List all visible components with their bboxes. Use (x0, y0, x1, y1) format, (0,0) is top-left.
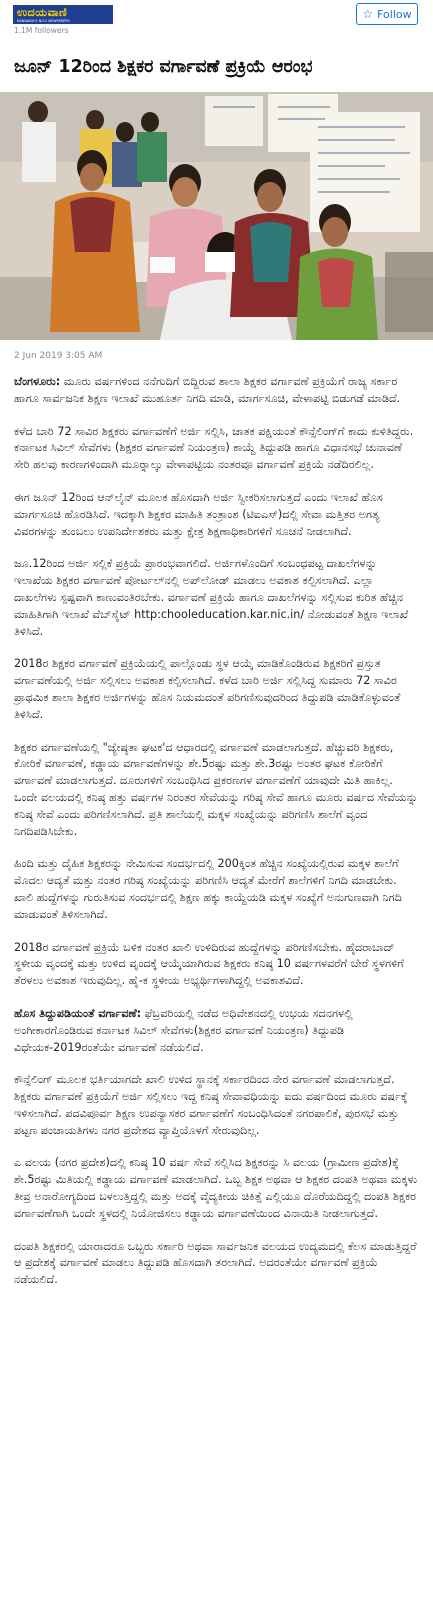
logo-tagline: KANNADA'S NO.1 NEWSPAPER (17, 18, 70, 23)
star-icon: ☆ (362, 7, 374, 21)
publisher-logo[interactable] (13, 5, 113, 24)
paragraph-text: ಎ ವಲಯ (ನಗರ ಪ್ರದೇಶ)ದಲ್ಲಿ ಕನಿಷ್ಠ 10 ವರ್ಷ ಸೇವೆ ಸಲ್ಲಿಸಿದ ಶಿಕ್ಷಕರನ್ನು ಸಿ ವಲಯ (ಗ್ರಾಮೀಣ ಪ್ರದೇಶ)ಕ್ಕೆ ಶೇ.5ರಷ್ಟು ಮಿತಿಯಲ್ಲಿ ಕಡ್ಡಾಯ ವರ್ಗಾವಣೆ ಮಾಡಲಾಗಿದೆ. ಒಬ್ಬ ಶಿಕ್ಷಕ ಅಥವಾ ಆ ಶಿಕ್ಷಕರ ದಂಪತಿ ಅಥವಾ ಮಕ್ಕಳು ತೀವ್ರ ಅನಾರೋಗ್ಯದಿಂದ ಬಳಲುತ್ತಿದ್ದಲ್ಲಿ ಮತ್ತು ಅದಕ್ಕೆ ವೈದ್ಯಕೀಯ ಚಿಕಿತ್ಸೆ ಎಲ್ಲಿಯೂ ದೊರೆಯದಿದ್ದಲ್ಲಿ ದಂಪತಿ ಶಿಕ್ಷಕರ ವರ್ಗಾವಣೆಗಾಗಿ ಒಂದೇ ಸ್ಥಳದಲ್ಲಿ ನಿಯೋಜಿಸಲು ಕಡ್ಡಾಯ ವರ್ಗಾವಣೆಯಿಂದ ವಿನಾಯಿತಿ ನೀಡಲಾಗುತ್ತದೆ. (14, 1156, 418, 1220)
follow-label: Follow (377, 7, 412, 21)
paragraph-text: ಫೆಬ್ರವರಿಯಲ್ಲಿ ನಡೆದ ಅಧಿವೇಶನದಲ್ಲಿ ಉಭಯ ಸದನಗಳಲ್ಲಿ ಅಂಗೀಕಾರಗೊಂಡಿರುವ ಕರ್ನಾಟಕ ಸಿವಿಲ್ ಸೇವೆಗಳು(ಶಿಕ್ಷಕರ ವರ್ಗಾವಣೆ ನಿಯಂತ್ರಣ) ತಿದ್ದುಪಡಿ ವಿಧೇಯಕ-2019ರಂತೆಯೇ ವರ್ಗಾವಣೆ ನಡೆಯಲಿದೆ. (14, 1006, 353, 1054)
paragraph-text: ಹಿಂದಿ ಮತ್ತು ದೈಹಿಕ ಶಿಕ್ಷಕರನ್ನು ನೇಮಿಸುವ ಸಂದರ್ಭದಲ್ಲಿ 200ಕ್ಕಿಂತ ಹೆಚ್ಚಿನ ಸಂಖ್ಯೆಯಲ್ಲಿರುವ ಮಕ್ಕಳ ಶಾಲೆಗೆ ಮೊದಲ ಆದ್ಯತೆ ಮತ್ತು ನಂತರ ಗರಿಷ್ಠ ಸಂಖ್ಯೆಯನ್ನು ಪರಿಗಣಿಸಿ ಆದ್ಯತೆ ಮೇರೆಗೆ ಶಾಲೆಗಳಿಗೆ ನಿಗದಿ ಮಾಡಬೇಕು. ಖಾಲಿ ಹುದ್ದೆಗಳನ್ನು ಗುರುತಿಸುವ ಸಂದರ್ಭದಲ್ಲಿ ಶಿಕ್ಷಣ ಹಕ್ಕು ಕಾಯ್ದೆಯಡಿ ಮಕ್ಕಳ ಸಂಖ್ಯೆಗೆ ಅನುಗುಣವಾಗಿ ನಿಗದಿ ಮಾಡುವಂತೆ ತಿಳಿಸಲಾಗಿದೆ. (14, 857, 402, 921)
paragraph-text: ಶಿಕ್ಷಕರ ವರ್ಗಾವಣೆಯಲ್ಲಿ "ಜ್ಯೇಷ್ಠತಾ ಘಟಕ'ದ ಆಧಾರದಲ್ಲಿ ವರ್ಗಾವಣೆ ಮಾಡಲಾಗುತ್ತದೆ. ಹೆಚ್ಚುವರಿ ಶಿಕ್ಷಕರು, ಕೋರಿಕೆ ವರ್ಗಾವಣೆ, ಕಡ್ಡಾಯ ವರ್ಗಾವಣೆಗಳನ್ನು ಶೇ.5ರಷ್ಟು ಮತ್ತು ಶೇ.3ರಷ್ಟು ಅಂತರ ಘಟಕ ಕೋರಿಕೆಗೆ ವರ್ಗಾವಣೆ ಮಾಡಲಾಗುತ್ತದೆ. ದೂರುಗಳಿಗೆ ಸಂಬಂಧಿಸಿದ ಪ್ರಕರಣಗಳ ವರ್ಗಾವಣೆಗೆ ಯಾವುದೇ ಮಿತಿ ಹಾಕಿಲ್ಲ. ಒಂದೇ ವಲಯದಲ್ಲಿ ಕನಿಷ್ಠ ಹತ್ತು ವರ್ಷಗಳ ನಿರಂತರ ಸೇವೆಯನ್ನು ಗರಿಷ್ಠ ಸೇವೆ ಹಾಗೂ ಮೂರು ವರ್ಷದ ಸೇವೆಯನ್ನು ಕನಿಷ್ಠ ಸೇವೆ ಎಂದು ಪರಿಗಣಿಸಲಾಗಿದೆ. ಪ್ರತಿ ಶಾಲೆಯಲ್ಲಿ ಮಕ್ಕಳ ಸಂಖ್ಯೆಯನ್ನು ಪರಿಗಣಿಸಿ ಶಾಲೆಗೆ ವೃಂದ ನಿಗದಿಪಡಿಸಿಬೇಕು. (14, 740, 418, 838)
article-paragraph (14, 1006, 419, 1056)
paragraph-text: ಜೂ.12ರಿಂದ ಅರ್ಜಿ ಸಲ್ಲಿಕೆ ಪ್ರಕ್ರಿಯೆ ಪ್ರಾರಂಭವಾಗಲಿದೆ. ಅರ್ಜಿಗಳೊಂದಿಗೆ ಸಂಬಂಧಪಟ್ಟ ದಾಖಲೆಗಳನ್ನು ಇಲಾಖೆಯ ಶಿಕ್ಷಕರ ವರ್ಗಾವಣೆ ಪೋರ್ಟಲ್‌ನಲ್ಲಿ ಅಪ್‌ಲೋಡ್ ಮಾಡಲು ಅವಕಾಶ ಕಲ್ಪಿಸಲಾಗಿದೆ. ಎಲ್ಲಾ ದಾಖಲೆಗಳು ಸ್ಪಷ್ಟವಾಗಿ ಕಾಣುವಂತಿರಬೇಕು. ವರ್ಗಾವಣೆ ಪ್ರಕ್ರಿಯೆ ಹಾಗೂ ದಾಖಲೆಗಳನ್ನು ಸಲ್ಲಿಸುವ ಕುರಿತ ಹೆಚ್ಚಿನ ಮಾಹಿತಿಗಾಗಿ ಇಲಾಖೆ ವೆಬ್‌ಸೈಟ್ http:chooleducation.kar.nic.in/ ನೋಡುವಂತೆ ಶಿಕ್ಷಣ ಇಲಾಖೆ ತಿಳಿಸಿದೆ. (14, 557, 409, 638)
paragraph-text: 2018ರ ಶಿಕ್ಷಕರ ವರ್ಗಾವಣೆ ಪ್ರಕ್ರಿಯೆಯಲ್ಲಿ ಪಾಲ್ಗೊಂಡು ಸ್ಥಳ ಆಯ್ಕೆ ಮಾಡಿಕೊಂಡಿರುವ ಶಿಕ್ಷಕರಿಗೆ ಪ್ರಸ್ತುತ ವರ್ಗಾವಣೆಯಲ್ಲಿ ಅರ್ಜಿ ಸಲ್ಲಿಸಲು ಅವಕಾಶ ಕಲ್ಪಿಸಲಾಗಿದೆ. ಕಳೆದ ಬಾರಿ ಅರ್ಜಿ ಸಲ್ಲಿಸಿದ್ದ ಸುಮಾರು 72 ಸಾವಿರ ಪ್ರಾಥಮಿಕ ಶಾಲಾ ಶಿಕ್ಷಕರ ಅರ್ಜಿಗಳನ್ನು ಹೊಸ ನಿಯಮದಂತೆ ಪರಿಗಣಿಸುವುದರಿಂದ ತಿದ್ದುಪಡಿ ಮಾಡಿಕೊಳ್ಳುವಂತೆ ತಿಳಿಸಿದೆ. (14, 657, 401, 721)
article-paragraph (14, 374, 419, 408)
article-paragraph (14, 1072, 419, 1139)
article-paragraph (14, 656, 419, 723)
follower-count: 1.1M followers (14, 26, 69, 35)
paragraph-text: ಕೌನ್ಸೆಲಿಂಗ್ ಮೂಲಕ ಭರ್ತಿಯಾಗದೇ ಖಾಲಿ ಉಳಿದ ಸ್ಥಾನಕ್ಕೆ ಸರ್ಕಾರದಿಂದ ನೇರ ವರ್ಗಾವಣೆ ಮಾಡಲಾಗುತ್ತದೆ. ಶಿಕ್ಷಕರು ವರ್ಗಾವಣೆ ಪ್ರಕ್ರಿಯೆಗೆ ಅರ್ಜಿ ಸಲ್ಲಿಸಲು ಇದ್ದ ಕನಿಷ್ಠ ಸೇವಾವಧಿಯನ್ನು ಐದು ವರ್ಷದಿಂದ ಮೂರು ವರ್ಷಕ್ಕೆ ಇಳಿಸಲಾಗಿದೆ. ಪದವಿಪೂರ್ವ ಶಿಕ್ಷಣ ಉಪನ್ಯಾಸಕರ ವರ್ಗಾವಣೆಗೆ ಸಂಬಂಧಿಸಿದಂತೆ ನಗರಪಾಲಿಕೆ, ಪುರಸಭೆ ಮತ್ತು ಪಟ್ಟಣ ಪಂಚಾಯತಿಗಳು ನಗರ ಪ್ರದೇಶದ ವ್ಯಾಪ್ತಿಯೊಳಗೆ ಸೇರುವುದಿಲ್ಲ. (14, 1073, 408, 1137)
paragraph-text: ಈಗ ಜೂನ್ 12ರಿಂದ ಆನ್‌ಲೈನ್ ಮೂಲಕ ಹೊಸದಾಗಿ ಅರ್ಜಿ ಸ್ವೀಕರಿಸಲಾಗುತ್ತದೆ ಎಂದು ಇಲಾಖೆ ಹೊಸ ಮಾರ್ಗಸೂಚಿ ಹೊರಡಿಸಿದೆ. ಇದಕ್ಕಾಗಿ ಶಿಕ್ಷಕರ ಮಾಹಿತಿ ತಂತ್ರಾಂಶ (ಟಿಐಎಸ್‌)ದಲ್ಲಿ ಸೇವಾ ಮತ್ತಿತರ ಅಗತ್ಯ ವಿವರಗಳನ್ನು ತುಂಬಲು ಉಪನಿರ್ದೇಶಕರು ಮತ್ತು ಕ್ಷೇತ್ರ ಶಿಕ್ಷಣಾಧಿಕಾರಿಗಳಿಗೆ ಸೂಚನೆ ನೀಡಲಾಗಿದೆ. (14, 490, 383, 538)
article-paragraph (14, 740, 419, 841)
article-hero-image (0, 92, 433, 340)
paragraph-lead: ಹೊಸ ತಿದ್ದುಪಡಿಯಂತೆ ವರ್ಗಾವಣೆ: (14, 1006, 142, 1020)
paragraph-text: 2018ರ ವರ್ಗಾವಣೆ ಪ್ರಕ್ರಿಯೆ ಬಳಿಕ ನಂತರ ಖಾಲಿ ಉಳಿದಿರುವ ಹುದ್ದೆಗಳನ್ನು ಪರಿಗಣಿಸಬೇಕು. ಹೈದರಾಬಾದ್ ಸ್ಥಳೀಯ ವೃಂದಕ್ಕೆ ಮತ್ತು ಉಳಿದ ವೃಂದಕ್ಕೆ ಆಯ್ಕೆಯಾಗಿರುವ ಶಿಕ್ಷಕರು ಕನಿಷ್ಠ 10 ವರ್ಷಗಳವರೆಗೆ ಬೇರೆ ಸ್ಥಳಗಳಿಗೆ ತೆರಳಲು ಅವಕಾಶ ಇರುವುದಿಲ್ಲ. ಹೈ-ಕ ಸ್ಥಳೀಯ ಅಭ್ಯರ್ಥಿಗಳಾಗಿದ್ದಲ್ಲಿ ಅವಕಾಶವಿದೆ. (14, 940, 404, 988)
article-paragraph (14, 1239, 419, 1289)
follow-button[interactable] (356, 3, 418, 25)
logo-text: ಉದಯವಾಣಿ (17, 5, 68, 19)
paragraph-text: ಮೂರು ವರ್ಷಗಳಿಂದ ನನೆಗುದಿಗೆ ಬಿದ್ದಿರುವ ಶಾಲಾ ಶಿಕ್ಷಕರ ವರ್ಗಾವಣೆ ಪ್ರಕ್ರಿಯೆಗೆ ರಾಜ್ಯ ಸರ್ಕಾರ ಹಾಗೂ ಸಾರ್ವಜನಿಕ ಶಿಕ್ಷಣ ಇಲಾಖೆ ಮುಹೂರ್ತ ನಿಗದಿ ಮಾಡಿ, ಮಾರ್ಗಸೂಚಿ, ವೇಳಾಪಟ್ಟಿ ಬಿಡುಗಡೆ ಮಾಡಿದೆ. (14, 375, 401, 405)
article-body (14, 374, 419, 1305)
article-paragraph (14, 424, 419, 474)
article-paragraph (14, 940, 419, 990)
publish-date: 2 Jun 2019 3:05 AM (14, 351, 103, 361)
article-paragraph (14, 490, 419, 540)
publisher-header (0, 0, 433, 40)
article-title: ಜೂನ್ 12ರಿಂದ ಶಿಕ್ಷಕರ ವರ್ಗಾವಣೆ ಪ್ರಕ್ರಿಯೆ ಆರಂಭ (14, 57, 313, 77)
article-paragraph (14, 1155, 419, 1222)
article-paragraph (14, 856, 419, 923)
article-paragraph (14, 556, 419, 640)
paragraph-text: ದಂಪತಿ ಶಿಕ್ಷಕರಲ್ಲಿ ಯಾರಾದರೂ ಒಬ್ಬರು ಸರ್ಕಾರಿ ಅಥವಾ ಸಾರ್ವಜನಿಕ ವಲಯದ ಉದ್ಯಮದಲ್ಲಿ ಕೆಲಸ ಮಾಡುತ್ತಿದ್ದರೆ ಆ ಪ್ರದೇಶಕ್ಕೆ ವರ್ಗಾವಣೆ ಮಾಡಲು ತಿದ್ದುಪಡಿ ಹೊಸದಾಗಿ ತರಲಾಗಿದೆ. ಅದರಂತೆಯೇ ವರ್ಗಾವಣೆ ಪ್ರಕ್ರಿಯೆ ನಡೆಯಲಿದೆ. (14, 1239, 417, 1287)
paragraph-lead: ಬೆಂಗಳೂರು: (14, 375, 61, 388)
paragraph-text: ಕಳೆದ ಬಾರಿ 72 ಸಾವಿರ ಶಿಕ್ಷಕರು ವರ್ಗಾವಣೆಗೆ ಅರ್ಜಿ ಸಲ್ಲಿಸಿ, ಚಾತಕ ಪಕ್ಷಿಯಂತೆ ಕೌನ್ಸೆಲಿಂಗ್‌ಗೆ ಕಾದು ಕುಳಿತಿದ್ದರು. ಕರ್ನಾಟಕ ಸಿವಿಲ್ ಸೇವೆಗಳು (ಶಿಕ್ಷಕರ ವರ್ಗಾವಣೆ ನಿಯಂತ್ರಣ) ಕಾಯ್ದೆ ತಿದ್ದುಪಡಿ ಹಾಗೂ ವಿಧಾನಸಭೆ ಚುನಾವಣೆ ಸೇರಿ ಹಲವು ಕಾರಣಗಳಿಂದಾಗಿ ಮೂರ್‍ನಾಲ್ಕು ವೇಳಾಪಟ್ಟಿಯ ನಂತರವೂ ವರ್ಗಾವಣೆ ಪ್ರಕ್ರಿಯೆ ನಡೆದಿರಲಿಲ್ಲ. (14, 424, 414, 472)
